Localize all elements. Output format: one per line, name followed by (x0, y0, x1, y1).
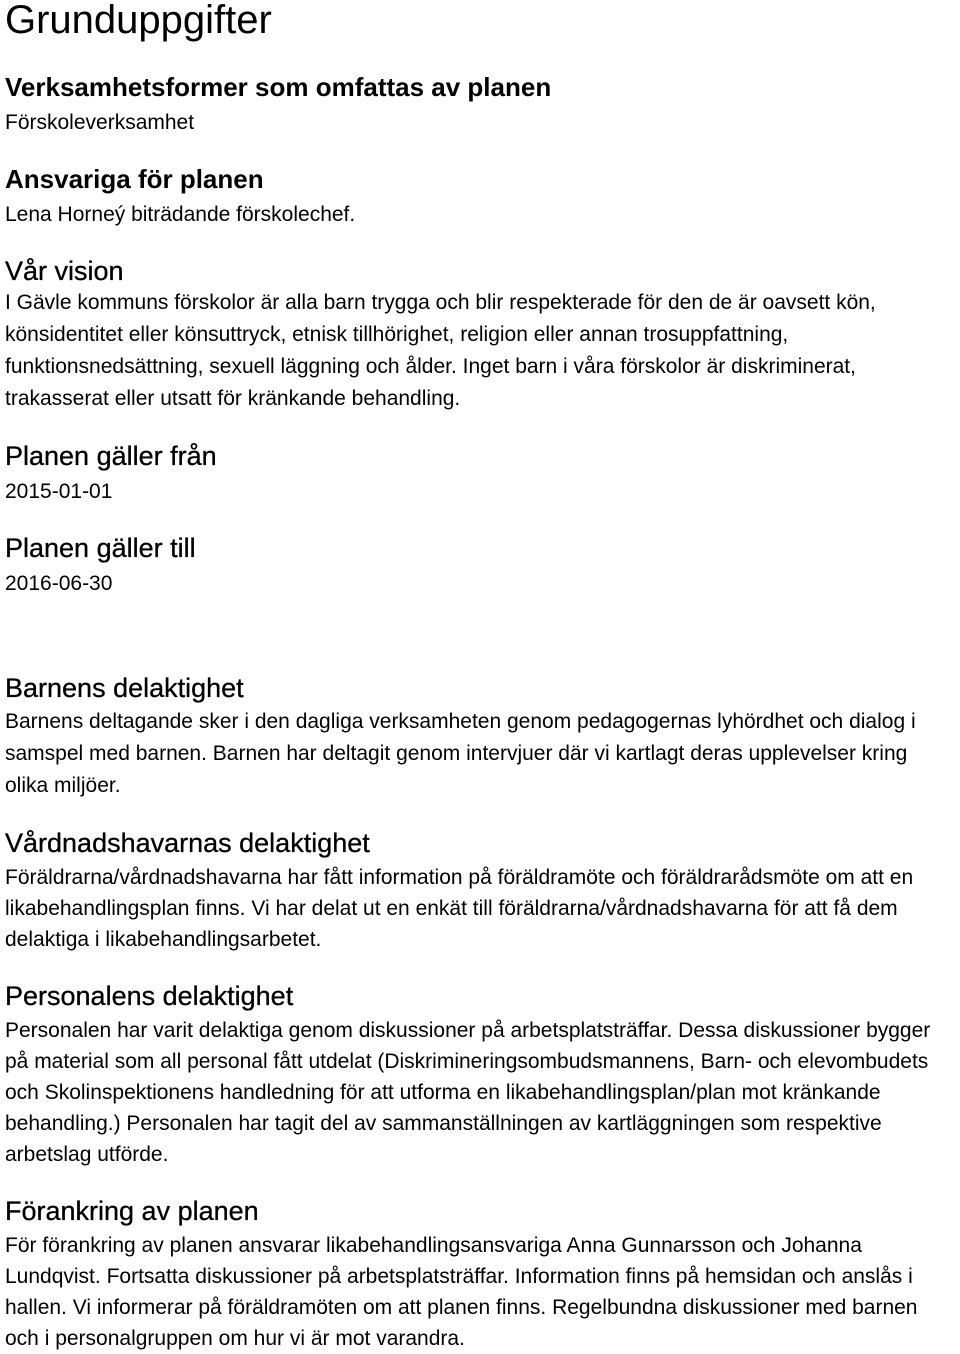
verksamhetsformer-heading: Verksamhetsformer som omfattas av planen (5, 72, 552, 102)
paragraph-line: olika miljöer. (5, 774, 121, 797)
vardnadshavarnas-delaktighet-heading: Vårdnadshavarnas delaktighet (5, 828, 370, 858)
ansvariga-heading: Ansvariga för planen (5, 164, 264, 194)
planen-till-heading: Planen gäller till (5, 533, 196, 563)
paragraph-line: likabehandlingsplan finns. Vi har delat ut en enkät till föräldrarna/vårdnadshavarna för att få dem (5, 897, 898, 920)
forankring-heading: Förankring av planen (5, 1196, 259, 1226)
personalens-delaktighet-heading: Personalens delaktighet (5, 981, 294, 1011)
vision-heading: Vår vision (5, 256, 124, 286)
paragraph-line: Barnens deltagande sker i den dagliga verksamheten genom pedagogernas lyhördhet och dialog i (5, 710, 916, 733)
vision-line: I Gävle kommuns förskolor är alla barn trygga och blir respekterade för den de är oavsett kön, (5, 291, 876, 314)
ansvariga-value: Lena Horneý biträdande förskolechef. (5, 203, 356, 226)
paragraph-line: Lundqvist. Fortsatta diskussioner på arbetsplatsträffar. Information finns på hemsidan och anslås i (5, 1265, 913, 1288)
planen-fran-heading: Planen gäller från (5, 441, 217, 471)
verksamhetsformer-value: Förskoleverksamhet (5, 111, 195, 134)
paragraph-line: arbetslag utförde. (5, 1143, 169, 1166)
personalens-delaktighet-paragraph (5, 1015, 930, 1170)
paragraph-line: hallen. Vi informerar på föräldramöten om att planen finns. Regelbundna diskussioner med barnen (5, 1296, 918, 1319)
paragraph-line: Föräldrarna/vårdnadshavarna har fått information på föräldramöte och föräldrarådsmöte om att en (5, 866, 914, 889)
barnens-delaktighet-paragraph (5, 706, 916, 802)
paragraph-line: och i personalgruppen om hur vi är mot varandra. (5, 1327, 465, 1350)
paragraph-line: För förankring av planen ansvarar likabehandlingsansvariga Anna Gunnarsson och Johanna (5, 1234, 862, 1257)
vision-line: könsidentitet eller könsuttryck, etnisk tillhörighet, religion eller annan trosuppfattning, (5, 323, 789, 346)
paragraph-line: på material som all personal fått utdelat (Diskrimineringsombudsmannens, Barn- och elevombudets (5, 1050, 929, 1073)
vision-line: trakasserat eller utsatt för kränkande behandling. (5, 387, 461, 410)
vision-paragraph (5, 287, 876, 415)
paragraph-line: och Skolinspektionens handledning för att utforma en likabehandlingsplan/plan mot kränkande (5, 1081, 881, 1104)
page-title: Grunduppgifter (5, 0, 272, 42)
planen-fran-date: 2015-01-01 (5, 480, 113, 503)
vardnadshavarnas-delaktighet-paragraph (5, 862, 913, 955)
planen-till-date: 2016-06-30 (5, 572, 113, 595)
paragraph-line: samspel med barnen. Barnen har deltagit genom intervjuer där vi kartlagt deras upplevelser kring (5, 742, 908, 765)
paragraph-line: delaktiga i likabehandlingsarbetet. (5, 928, 322, 951)
paragraph-line: Personalen har varit delaktiga genom diskussioner på arbetsplatsträffar. Dessa diskussioner bygger (5, 1019, 931, 1042)
paragraph-line: behandling.) Personalen har tagit del av sammanställningen av kartläggningen som respektive (5, 1112, 882, 1135)
vision-line: funktionsnedsättning, sexuell läggning och ålder. Inget barn i våra förskolor är diskriminerat, (5, 355, 856, 378)
barnens-delaktighet-heading: Barnens delaktighet (5, 673, 244, 703)
forankring-paragraph (5, 1230, 918, 1354)
